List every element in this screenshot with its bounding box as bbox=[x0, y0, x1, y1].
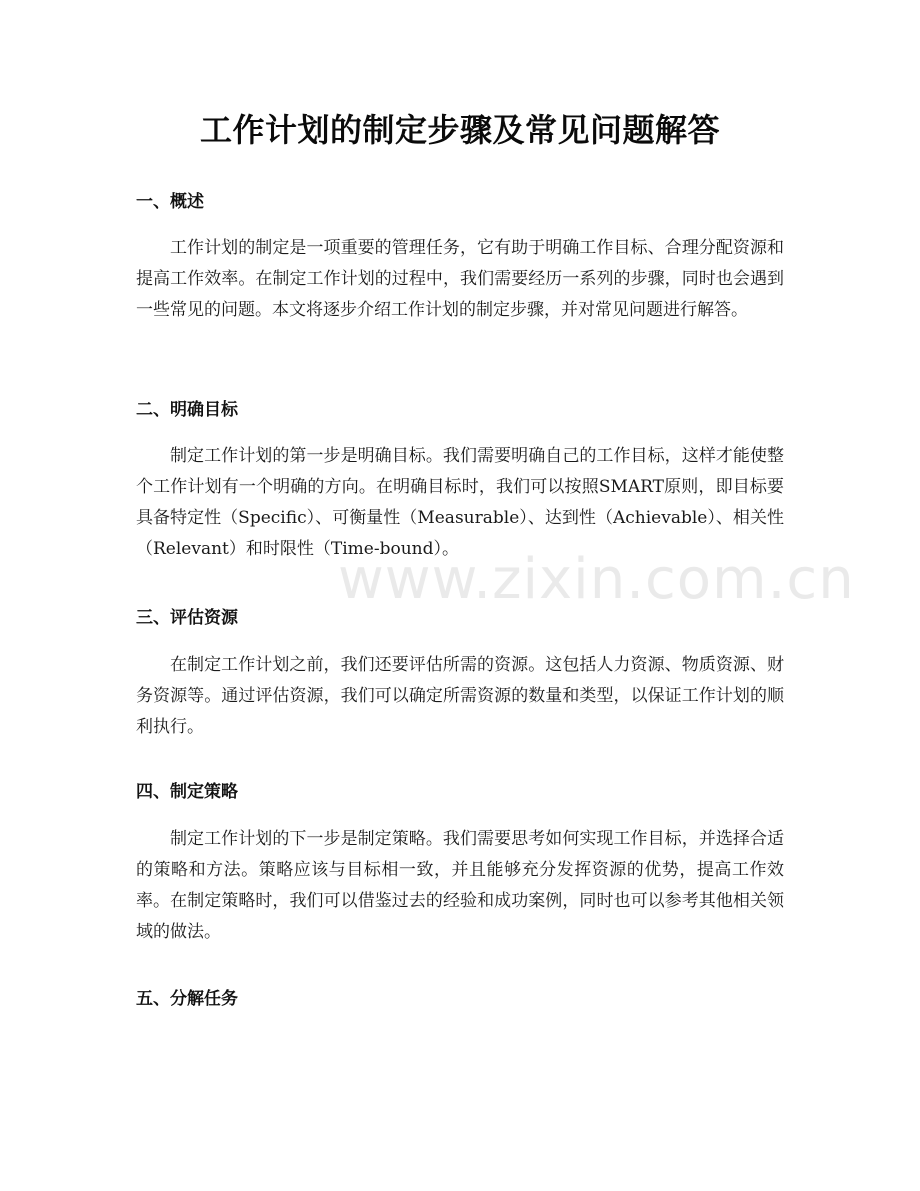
section-heading-overview: 一、概述 bbox=[136, 192, 204, 212]
section-heading-break-down-tasks: 五、分解任务 bbox=[136, 989, 238, 1009]
section-heading-define-strategy: 四、制定策略 bbox=[136, 782, 238, 802]
document-title: 工作计划的制定步骤及常见问题解答 bbox=[199, 111, 720, 149]
section-paragraph-clarify-goals: 制定工作计划的第一步是明确目标。我们需要明确自己的工作目标，这样才能使整个工作计划有一个明确的方向。在明确目标时，我们可以按照SMART原则，即目标要具备特定性（Specific）、可衡量性（Measurable）、达到性（Achievable）、相关性（Relevant）和时限性（Time-bound）。 bbox=[136, 446, 784, 559]
section-paragraph-assess-resources: 在制定工作计划之前，我们还要评估所需的资源。这包括人力资源、物质资源、财务资源等。通过评估资源，我们可以确定所需资源的数量和类型，以保证工作计划的顺利执行。 bbox=[136, 655, 784, 737]
section-heading-clarify-goals: 二、明确目标 bbox=[136, 400, 238, 420]
section-heading-assess-resources: 三、评估资源 bbox=[136, 608, 238, 628]
section-paragraph-define-strategy: 制定工作计划的下一步是制定策略。我们需要思考如何实现工作目标，并选择合适的策略和方法。策略应该与目标相一致，并且能够充分发挥资源的优势，提高工作效率。在制定策略时，我们可以借鉴过去的经验和成功案例，同时也可以参考其他相关领域的做法。 bbox=[136, 829, 784, 942]
section-paragraph-overview: 工作计划的制定是一项重要的管理任务，它有助于明确工作目标、合理分配资源和提高工作效率。在制定工作计划的过程中，我们需要经历一系列的步骤，同时也会遇到一些常见的问题。本文将逐步介绍工作计划的制定步骤，并对常见问题进行解答。 bbox=[136, 238, 784, 320]
watermark: www.zixin.com.cn bbox=[338, 547, 855, 612]
